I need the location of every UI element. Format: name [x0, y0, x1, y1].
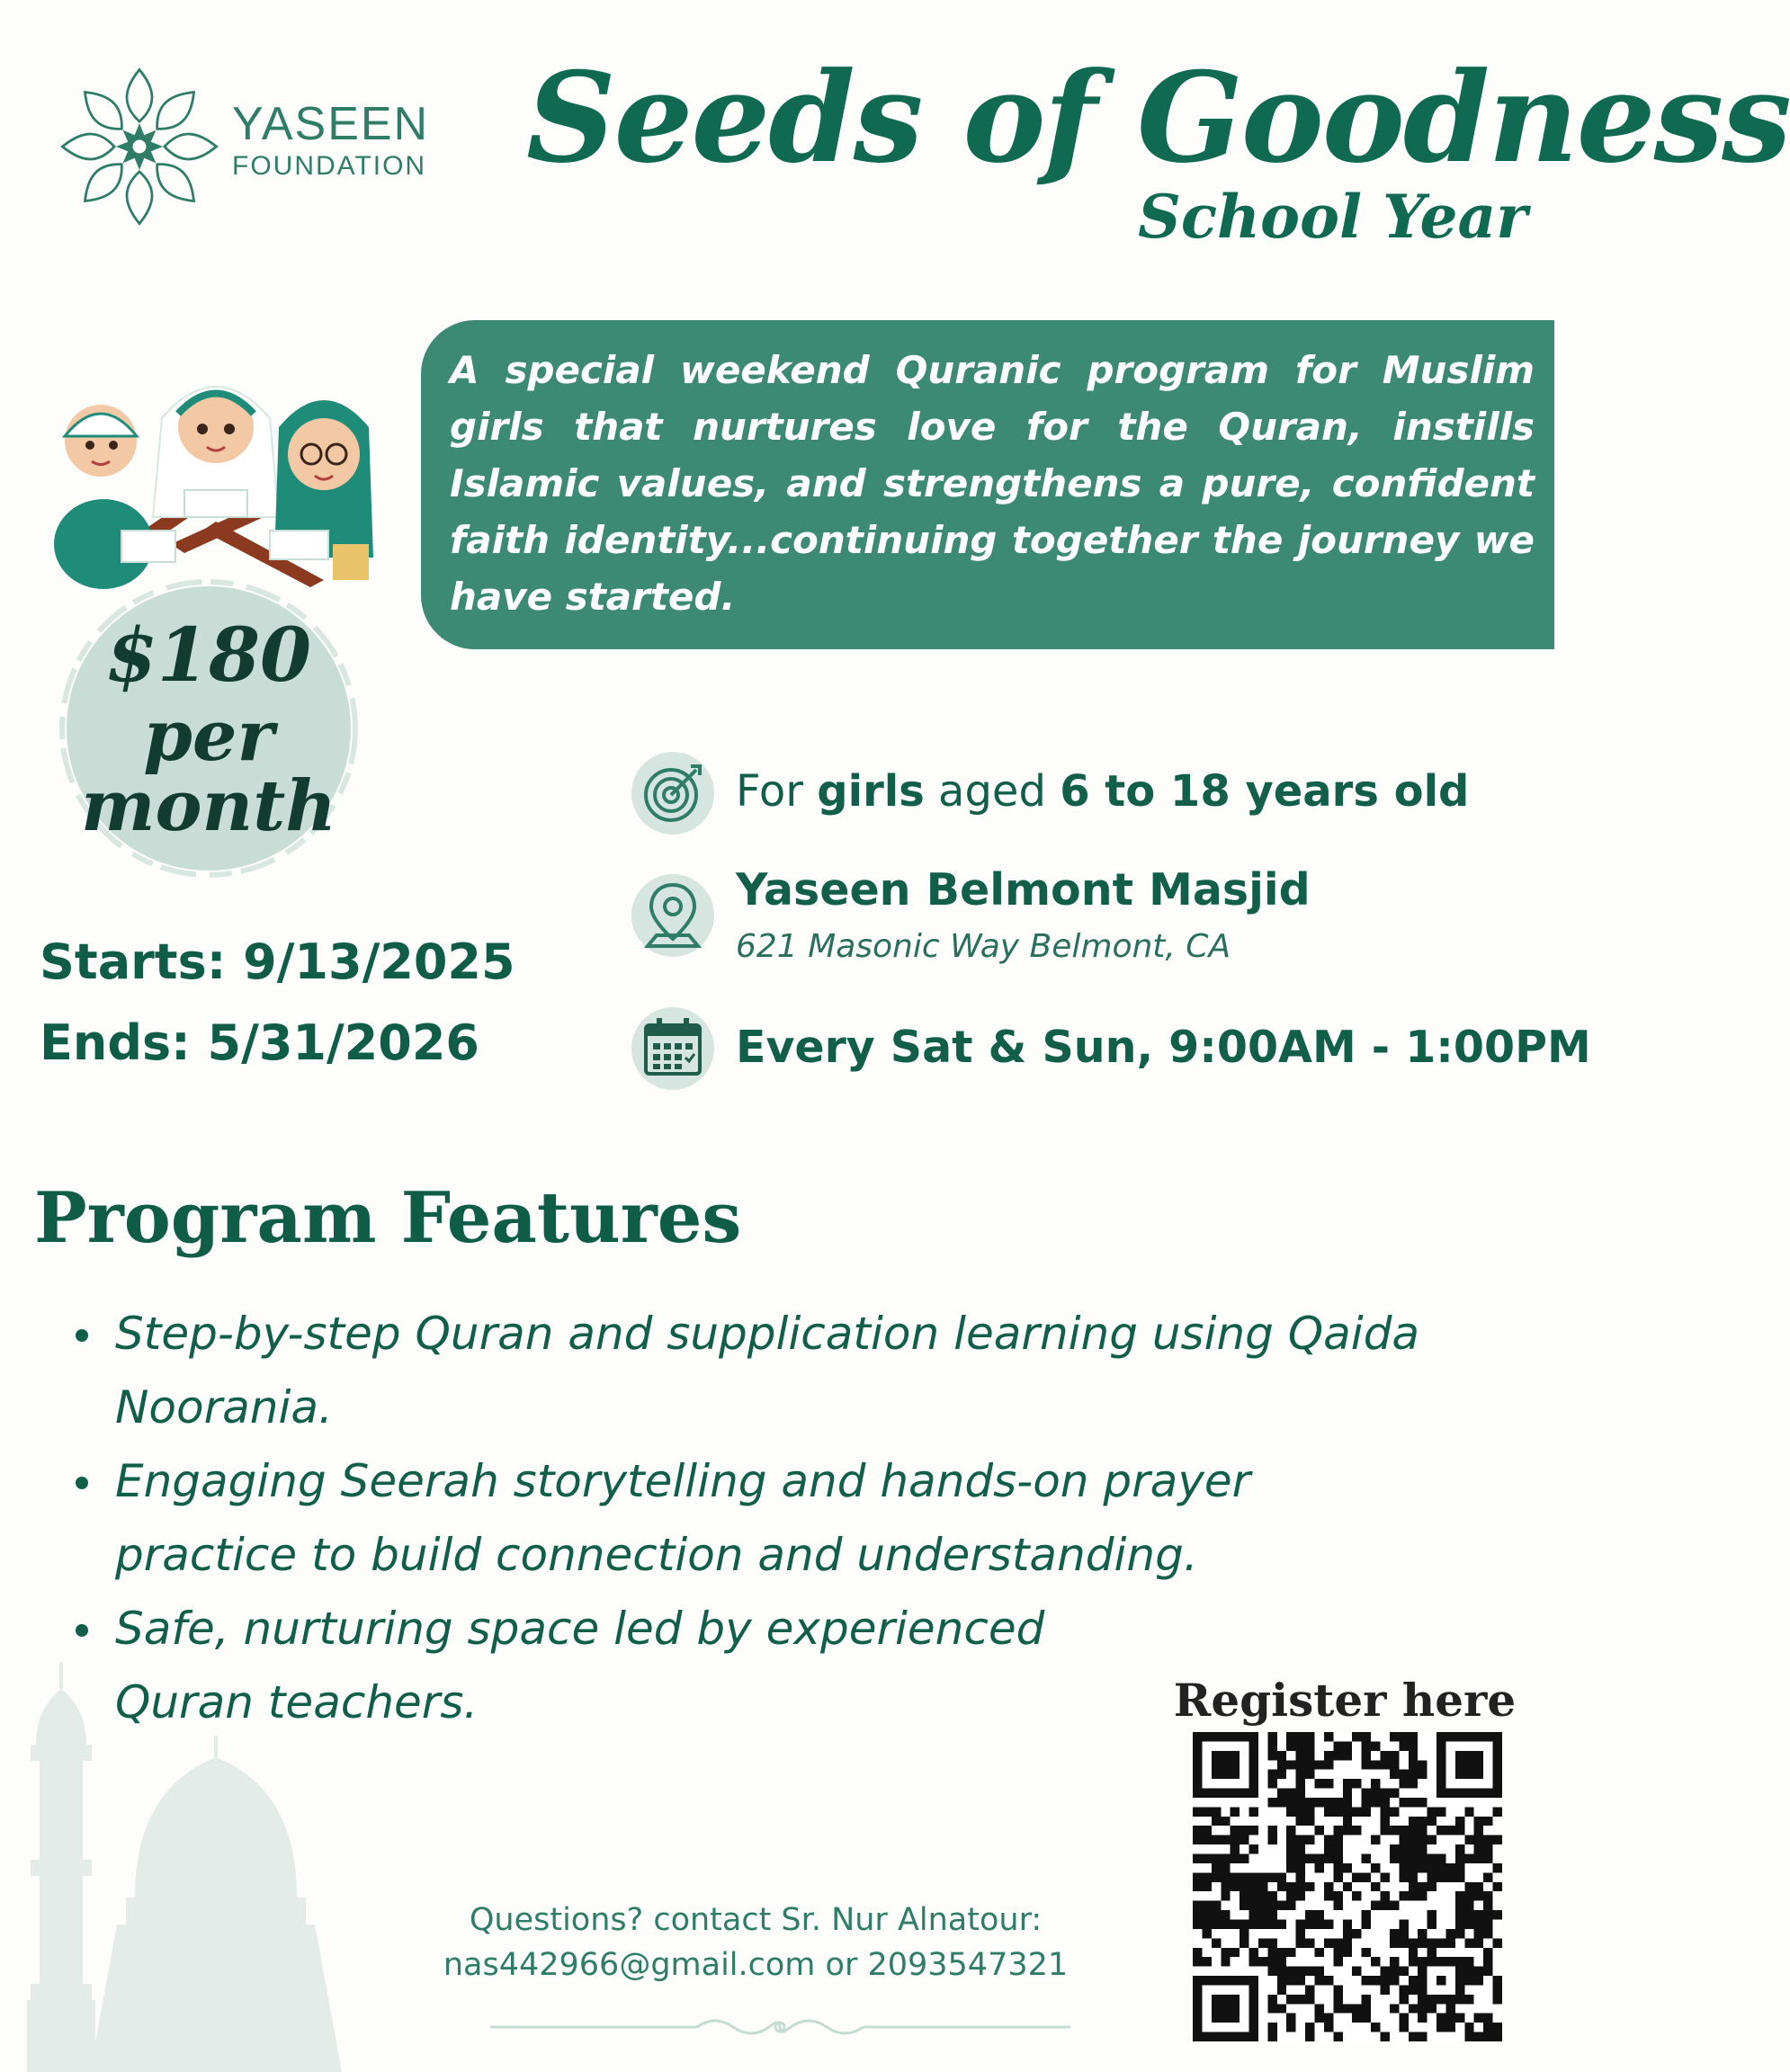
venue-name: Yaseen Belmont Masjid — [736, 864, 1311, 915]
children-reading-illustration — [36, 364, 378, 603]
feature-item: Engaging Seerah storytelling and hands-on prayer practice to build connection and understanding. — [72, 1444, 1439, 1592]
location-pin-icon — [630, 872, 716, 959]
contact-details[interactable]: nas442966@gmail.com or 2093547321 — [443, 1947, 1069, 1983]
features-heading: Program Features — [34, 1177, 742, 1259]
age-group: girls — [817, 766, 925, 817]
end-date: Ends: 5/31/2026 — [40, 1014, 479, 1071]
ornament-divider — [490, 2014, 1070, 2040]
age-mid: aged — [924, 766, 1061, 817]
organization-name: YASEEN — [232, 98, 430, 150]
page-title: Seeds of Goodness — [526, 44, 1790, 191]
age-requirement — [736, 766, 1470, 817]
qr-code-icon[interactable] — [1193, 1732, 1502, 2041]
price-amount: $180 — [105, 612, 312, 699]
age-range: 6 to 18 years old — [1060, 766, 1470, 817]
feature-item: Safe, nurturing space led by experienced Quran teachers. — [72, 1592, 1439, 1739]
intro-text: A special weekend Quranic program for Muslim girls that nurtures love for the Quran, instills Islamic values, and strengthens a pure, confident faith identity...continuing together the journey we have started. — [450, 348, 1535, 619]
feature-item: Step-by-step Quran and supplication learning using Qaida Noorania. — [72, 1297, 1439, 1444]
start-date: Starts: 9/13/2025 — [40, 933, 515, 990]
price-per: per — [143, 695, 274, 777]
age-prefix: For — [736, 766, 818, 817]
price-period: month — [80, 765, 336, 847]
calendar-icon — [630, 1005, 716, 1092]
logo-star-icon — [56, 63, 223, 230]
register-label: Register here — [1173, 1674, 1517, 1727]
venue-address: 621 Masonic Way Belmont, CA — [736, 928, 1231, 965]
schedule: Every Sat & Sun, 9:00AM - 1:00PM — [736, 1022, 1591, 1073]
target-icon — [630, 750, 716, 836]
contact-line: Questions? contact Sr. Nur Alnatour: — [469, 1902, 1043, 1938]
page-subtitle: School Year — [1138, 182, 1527, 252]
organization-subname: FOUNDATION — [232, 151, 427, 181]
